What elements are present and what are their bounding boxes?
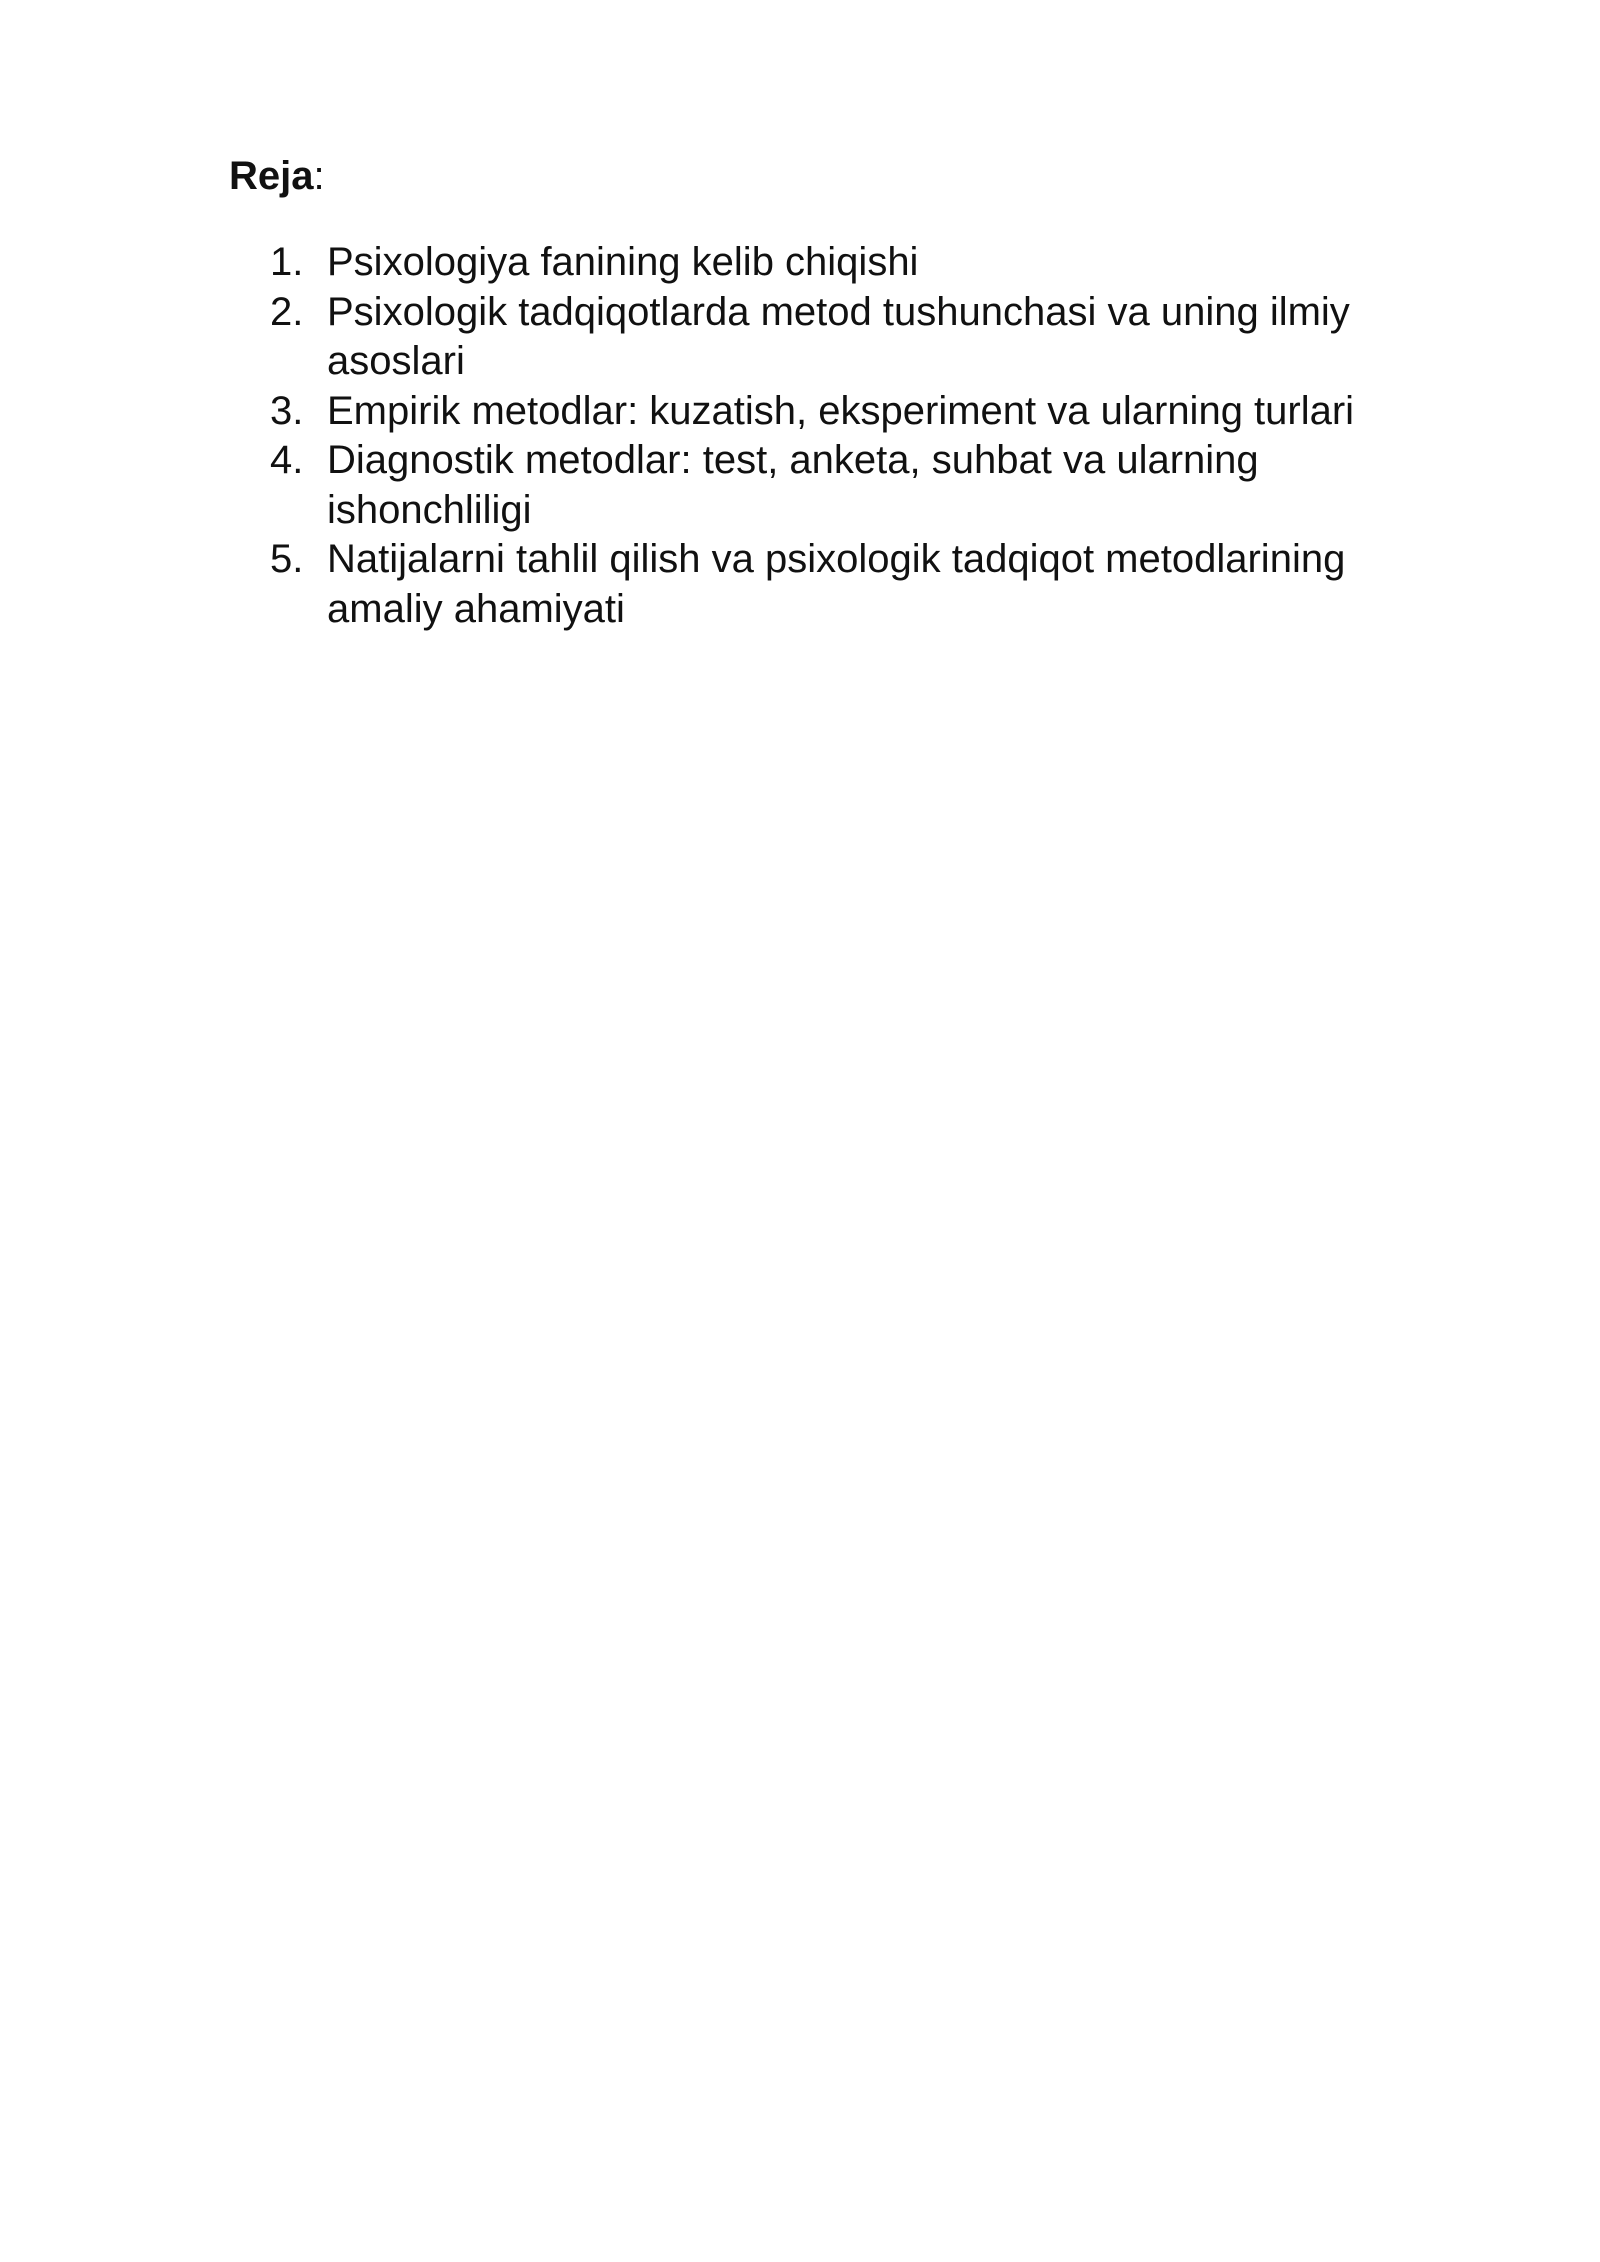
plan-item-text: Natijalarni tahlil qilish va psixologik tadqiqot metodlarining amaliy ahamiyati (327, 537, 1346, 631)
plan-item-5 (270, 535, 1470, 634)
plan-item-1 (270, 238, 1470, 288)
plan-item-number: 1. (270, 240, 304, 284)
plan-item-text: Diagnostik metodlar: test, anketa, suhbat va ularning ishonchliligi (327, 438, 1259, 532)
plan-heading-colon: : (313, 154, 325, 198)
plan-item-4 (270, 436, 1470, 535)
plan-item-text: Psixologiya fanining kelib chiqishi (327, 240, 919, 284)
plan-heading (229, 148, 325, 204)
plan-item-number: 5. (270, 537, 304, 581)
plan-item-3 (270, 387, 1470, 437)
plan-item-number: 4. (270, 438, 304, 482)
plan-item-2 (270, 288, 1470, 387)
plan-item-text: Empirik metodlar: kuzatish, eksperiment va ularning turlari (327, 388, 1355, 433)
plan-item-number: 3. (270, 388, 304, 433)
plan-heading-label: Reja (229, 154, 314, 198)
plan-item-text: Psixologik tadqiqotlarda metod tushunchasi va uning ilmiy asoslari (327, 289, 1350, 383)
plan-list (270, 238, 1470, 634)
plan-item-number: 2. (270, 289, 304, 334)
